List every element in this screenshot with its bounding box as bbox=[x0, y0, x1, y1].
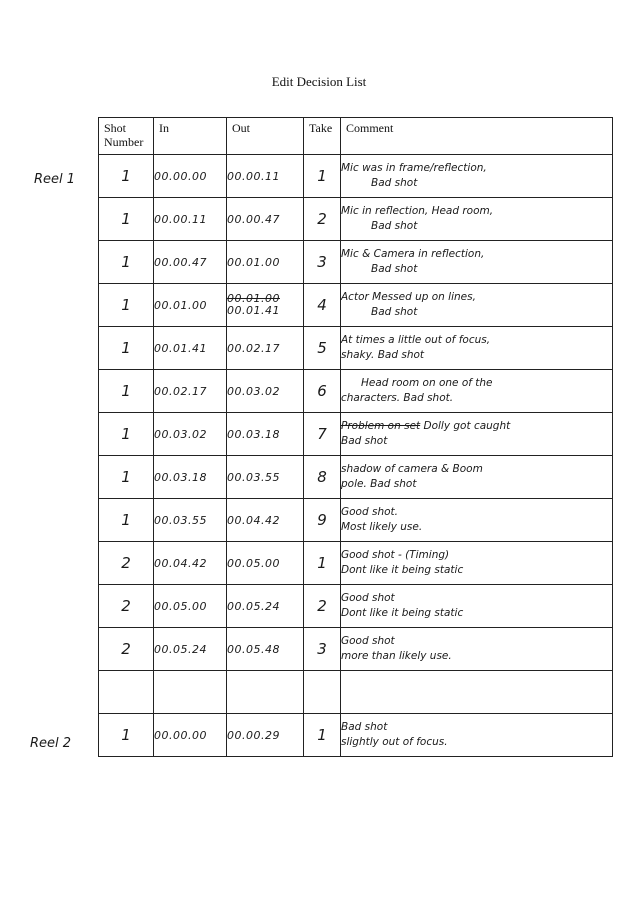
cell-take: 1 bbox=[304, 542, 341, 585]
table-row bbox=[99, 542, 613, 585]
cell-shot: 2 bbox=[99, 585, 154, 628]
comment-line: Actor Messed up on lines, bbox=[341, 291, 476, 303]
comment-line: Bad shot bbox=[371, 263, 418, 275]
comment-line bbox=[341, 419, 612, 434]
out-struck: 00.01.00 bbox=[227, 292, 280, 305]
cell-comment bbox=[341, 499, 613, 542]
table-row bbox=[99, 413, 613, 456]
cell-take: 5 bbox=[304, 327, 341, 370]
table-header-row bbox=[99, 118, 613, 155]
cell-in: 00.01.00 bbox=[154, 284, 227, 327]
cell-comment bbox=[341, 155, 613, 198]
cell-out: 00.05.24 bbox=[227, 585, 304, 628]
cell-comment bbox=[341, 671, 613, 714]
cell-comment bbox=[341, 370, 613, 413]
cell-in: 00.00.47 bbox=[154, 241, 227, 284]
cell-out: 00.05.48 bbox=[227, 628, 304, 671]
comment-struck: Problem on set bbox=[341, 420, 421, 432]
comment-line: Mic in reflection, Head room, bbox=[341, 205, 494, 217]
reel-2-label: Reel 2 bbox=[30, 736, 72, 751]
cell-take: 1 bbox=[304, 714, 341, 757]
table-row bbox=[99, 327, 613, 370]
comment-line: slightly out of focus. bbox=[341, 736, 448, 748]
cell-comment bbox=[341, 327, 613, 370]
header-take: Take bbox=[304, 118, 341, 155]
cell-in: 00.05.24 bbox=[154, 628, 227, 671]
table-row bbox=[99, 456, 613, 499]
cell-out: 00.00.11 bbox=[227, 155, 304, 198]
cell-shot: 1 bbox=[99, 198, 154, 241]
comment-line: Most likely use. bbox=[341, 521, 423, 533]
cell-take: 6 bbox=[304, 370, 341, 413]
cell-shot: 2 bbox=[99, 628, 154, 671]
cell-take: 8 bbox=[304, 456, 341, 499]
cell-take: 2 bbox=[304, 585, 341, 628]
table-row bbox=[99, 370, 613, 413]
cell-shot: 1 bbox=[99, 370, 154, 413]
cell-out: 00.03.18 bbox=[227, 413, 304, 456]
header-shot: Shot Number bbox=[99, 118, 154, 155]
table-row bbox=[99, 241, 613, 284]
cell-comment bbox=[341, 284, 613, 327]
cell-take bbox=[304, 671, 341, 714]
cell-in: 00.04.42 bbox=[154, 542, 227, 585]
cell-shot: 1 bbox=[99, 413, 154, 456]
comment-line: Bad shot bbox=[341, 721, 388, 733]
cell-shot: 1 bbox=[99, 327, 154, 370]
cell-comment bbox=[341, 413, 613, 456]
cell-out: 00.00.47 bbox=[227, 198, 304, 241]
comment-line: Bad shot bbox=[371, 177, 418, 189]
comment-line: Good shot bbox=[341, 592, 395, 604]
cell-shot bbox=[99, 671, 154, 714]
edit-decision-table bbox=[98, 117, 613, 757]
cell-take: 7 bbox=[304, 413, 341, 456]
cell-comment bbox=[341, 542, 613, 585]
cell-comment bbox=[341, 198, 613, 241]
cell-shot: 1 bbox=[99, 714, 154, 757]
cell-in: 00.05.00 bbox=[154, 585, 227, 628]
cell-comment bbox=[341, 585, 613, 628]
cell-shot: 1 bbox=[99, 284, 154, 327]
out-corrected: 00.01.41 bbox=[227, 304, 280, 317]
header-comment: Comment bbox=[341, 118, 613, 155]
cell-out: 00.03.02 bbox=[227, 370, 304, 413]
comment-line: At times a little out of focus, bbox=[341, 334, 491, 346]
comment-line: Good shot. bbox=[341, 506, 398, 518]
comment-line: Mic & Camera in reflection, bbox=[341, 248, 485, 260]
comment-line: Dont like it being static bbox=[341, 607, 464, 619]
comment-line: Dont like it being static bbox=[341, 564, 464, 576]
cell-in bbox=[154, 671, 227, 714]
cell-take: 9 bbox=[304, 499, 341, 542]
table-row-empty bbox=[99, 671, 613, 714]
cell-comment bbox=[341, 714, 613, 757]
cell-take: 3 bbox=[304, 628, 341, 671]
cell-out: 00.05.00 bbox=[227, 542, 304, 585]
cell-take: 2 bbox=[304, 198, 341, 241]
comment-line: Good shot bbox=[341, 635, 395, 647]
cell-shot: 2 bbox=[99, 542, 154, 585]
comment-line: shadow of camera & Boom bbox=[341, 463, 483, 475]
cell-comment bbox=[341, 456, 613, 499]
comment-text: Dolly got caught bbox=[423, 420, 511, 432]
cell-take: 3 bbox=[304, 241, 341, 284]
cell-in: 00.02.17 bbox=[154, 370, 227, 413]
cell-shot: 1 bbox=[99, 499, 154, 542]
cell-comment bbox=[341, 241, 613, 284]
comment-line: Head room on one of the bbox=[361, 377, 493, 389]
cell-in: 00.00.11 bbox=[154, 198, 227, 241]
page-title: Edit Decision List bbox=[271, 74, 367, 89]
comment-line: Bad shot bbox=[371, 220, 418, 232]
cell-out: 00.04.42 bbox=[227, 499, 304, 542]
comment-line: shaky. Bad shot bbox=[341, 349, 425, 361]
comment-line: Mic was in frame/reflection, bbox=[341, 162, 487, 174]
cell-comment bbox=[341, 628, 613, 671]
cell-in: 00.00.00 bbox=[154, 714, 227, 757]
comment-line: Good shot - (Timing) bbox=[341, 549, 450, 561]
cell-in: 00.01.41 bbox=[154, 327, 227, 370]
header-out: Out bbox=[227, 118, 304, 155]
header-in: In bbox=[154, 118, 227, 155]
reel-1-label: Reel 1 bbox=[34, 172, 76, 187]
cell-out: 00.02.17 bbox=[227, 327, 304, 370]
cell-in: 00.03.02 bbox=[154, 413, 227, 456]
table-row bbox=[99, 628, 613, 671]
cell-out: 00.01.00 bbox=[227, 241, 304, 284]
cell-shot: 1 bbox=[99, 155, 154, 198]
comment-line: Bad shot bbox=[371, 306, 418, 318]
cell-in: 00.03.18 bbox=[154, 456, 227, 499]
comment-line: pole. Bad shot bbox=[341, 478, 417, 490]
cell-out: 00.00.29 bbox=[227, 714, 304, 757]
comment-line: more than likely use. bbox=[341, 650, 452, 662]
cell-out bbox=[227, 671, 304, 714]
cell-out bbox=[227, 284, 304, 327]
table-row bbox=[99, 284, 613, 327]
table-row bbox=[99, 499, 613, 542]
cell-shot: 1 bbox=[99, 241, 154, 284]
cell-take: 4 bbox=[304, 284, 341, 327]
comment-line: characters. Bad shot. bbox=[341, 392, 454, 404]
table-row bbox=[99, 714, 613, 757]
cell-out: 00.03.55 bbox=[227, 456, 304, 499]
cell-shot: 1 bbox=[99, 456, 154, 499]
table-row bbox=[99, 198, 613, 241]
table-row bbox=[99, 155, 613, 198]
cell-in: 00.03.55 bbox=[154, 499, 227, 542]
table-row bbox=[99, 585, 613, 628]
cell-in: 00.00.00 bbox=[154, 155, 227, 198]
cell-take: 1 bbox=[304, 155, 341, 198]
comment-line: Bad shot bbox=[341, 435, 388, 447]
